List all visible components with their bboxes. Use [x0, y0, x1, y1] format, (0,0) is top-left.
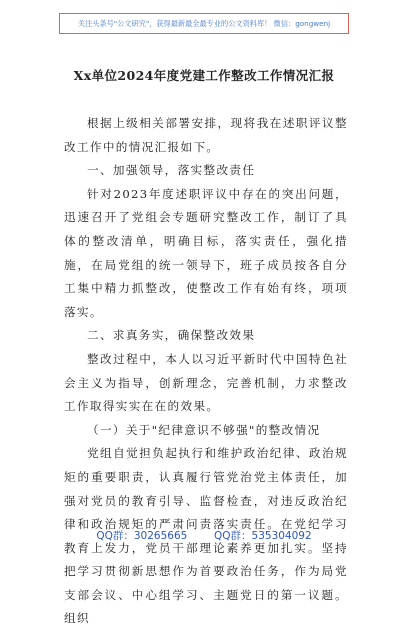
subsection-1-paragraph: 党组自觉担负起执行和维护政治纪律、政治规矩的重要职责，认真履行管党治党主体责任，加强对党员的教育引导、监督检查，对违反政治纪律和政治规矩的严肃问责落实责任。在党纪学习教育上发力，党员干部理论素养更加扎实。坚持把学习贯彻新思想作为首要政治任务，作为局党支部会议、中心组学习、主题党日的第一议题。组织 [64, 446, 348, 626]
section-1-paragraph: 针对2023年度述职评议中存在的突出问题，迅速召开了党组会专题研究整改工作，制订了具体的整改清单，明确目标，落实责任，强化措施，在局党组的统一领导下，班子成员按各自分工集中精力抓整改，使整改工作有始有终，项项落实。 [64, 186, 348, 319]
document-body [64, 112, 348, 631]
promo-banner-text: 关注头条号"公文研究"，获得最新最全最专业的公文资料库！ 微信：gongwenj [77, 18, 331, 28]
promo-banner [59, 13, 349, 34]
section-heading-2: 二、求真务实，确保整改效果 [87, 328, 256, 343]
subsection-heading-1: （一）关于"纪律意识不够强"的整改情况 [87, 422, 321, 437]
section-2-paragraph: 整改过程中，本人以习近平新时代中国特色社会主义为指导，创新理念，完善机制，力求整改工作取得实实在在的效果。 [64, 351, 348, 414]
footer-qq-groups: QQ群：30265665 QQ群：535304092 [96, 530, 312, 542]
intro-paragraph: 根据上级相关部署安排，现将我在述职评议整改工作中的情况汇报如下。 [64, 116, 348, 154]
document-title: Xx单位2024年度党建工作整改工作情况汇报 [73, 68, 335, 83]
section-heading-1: 一、加强领导，落实整改责任 [87, 163, 256, 178]
